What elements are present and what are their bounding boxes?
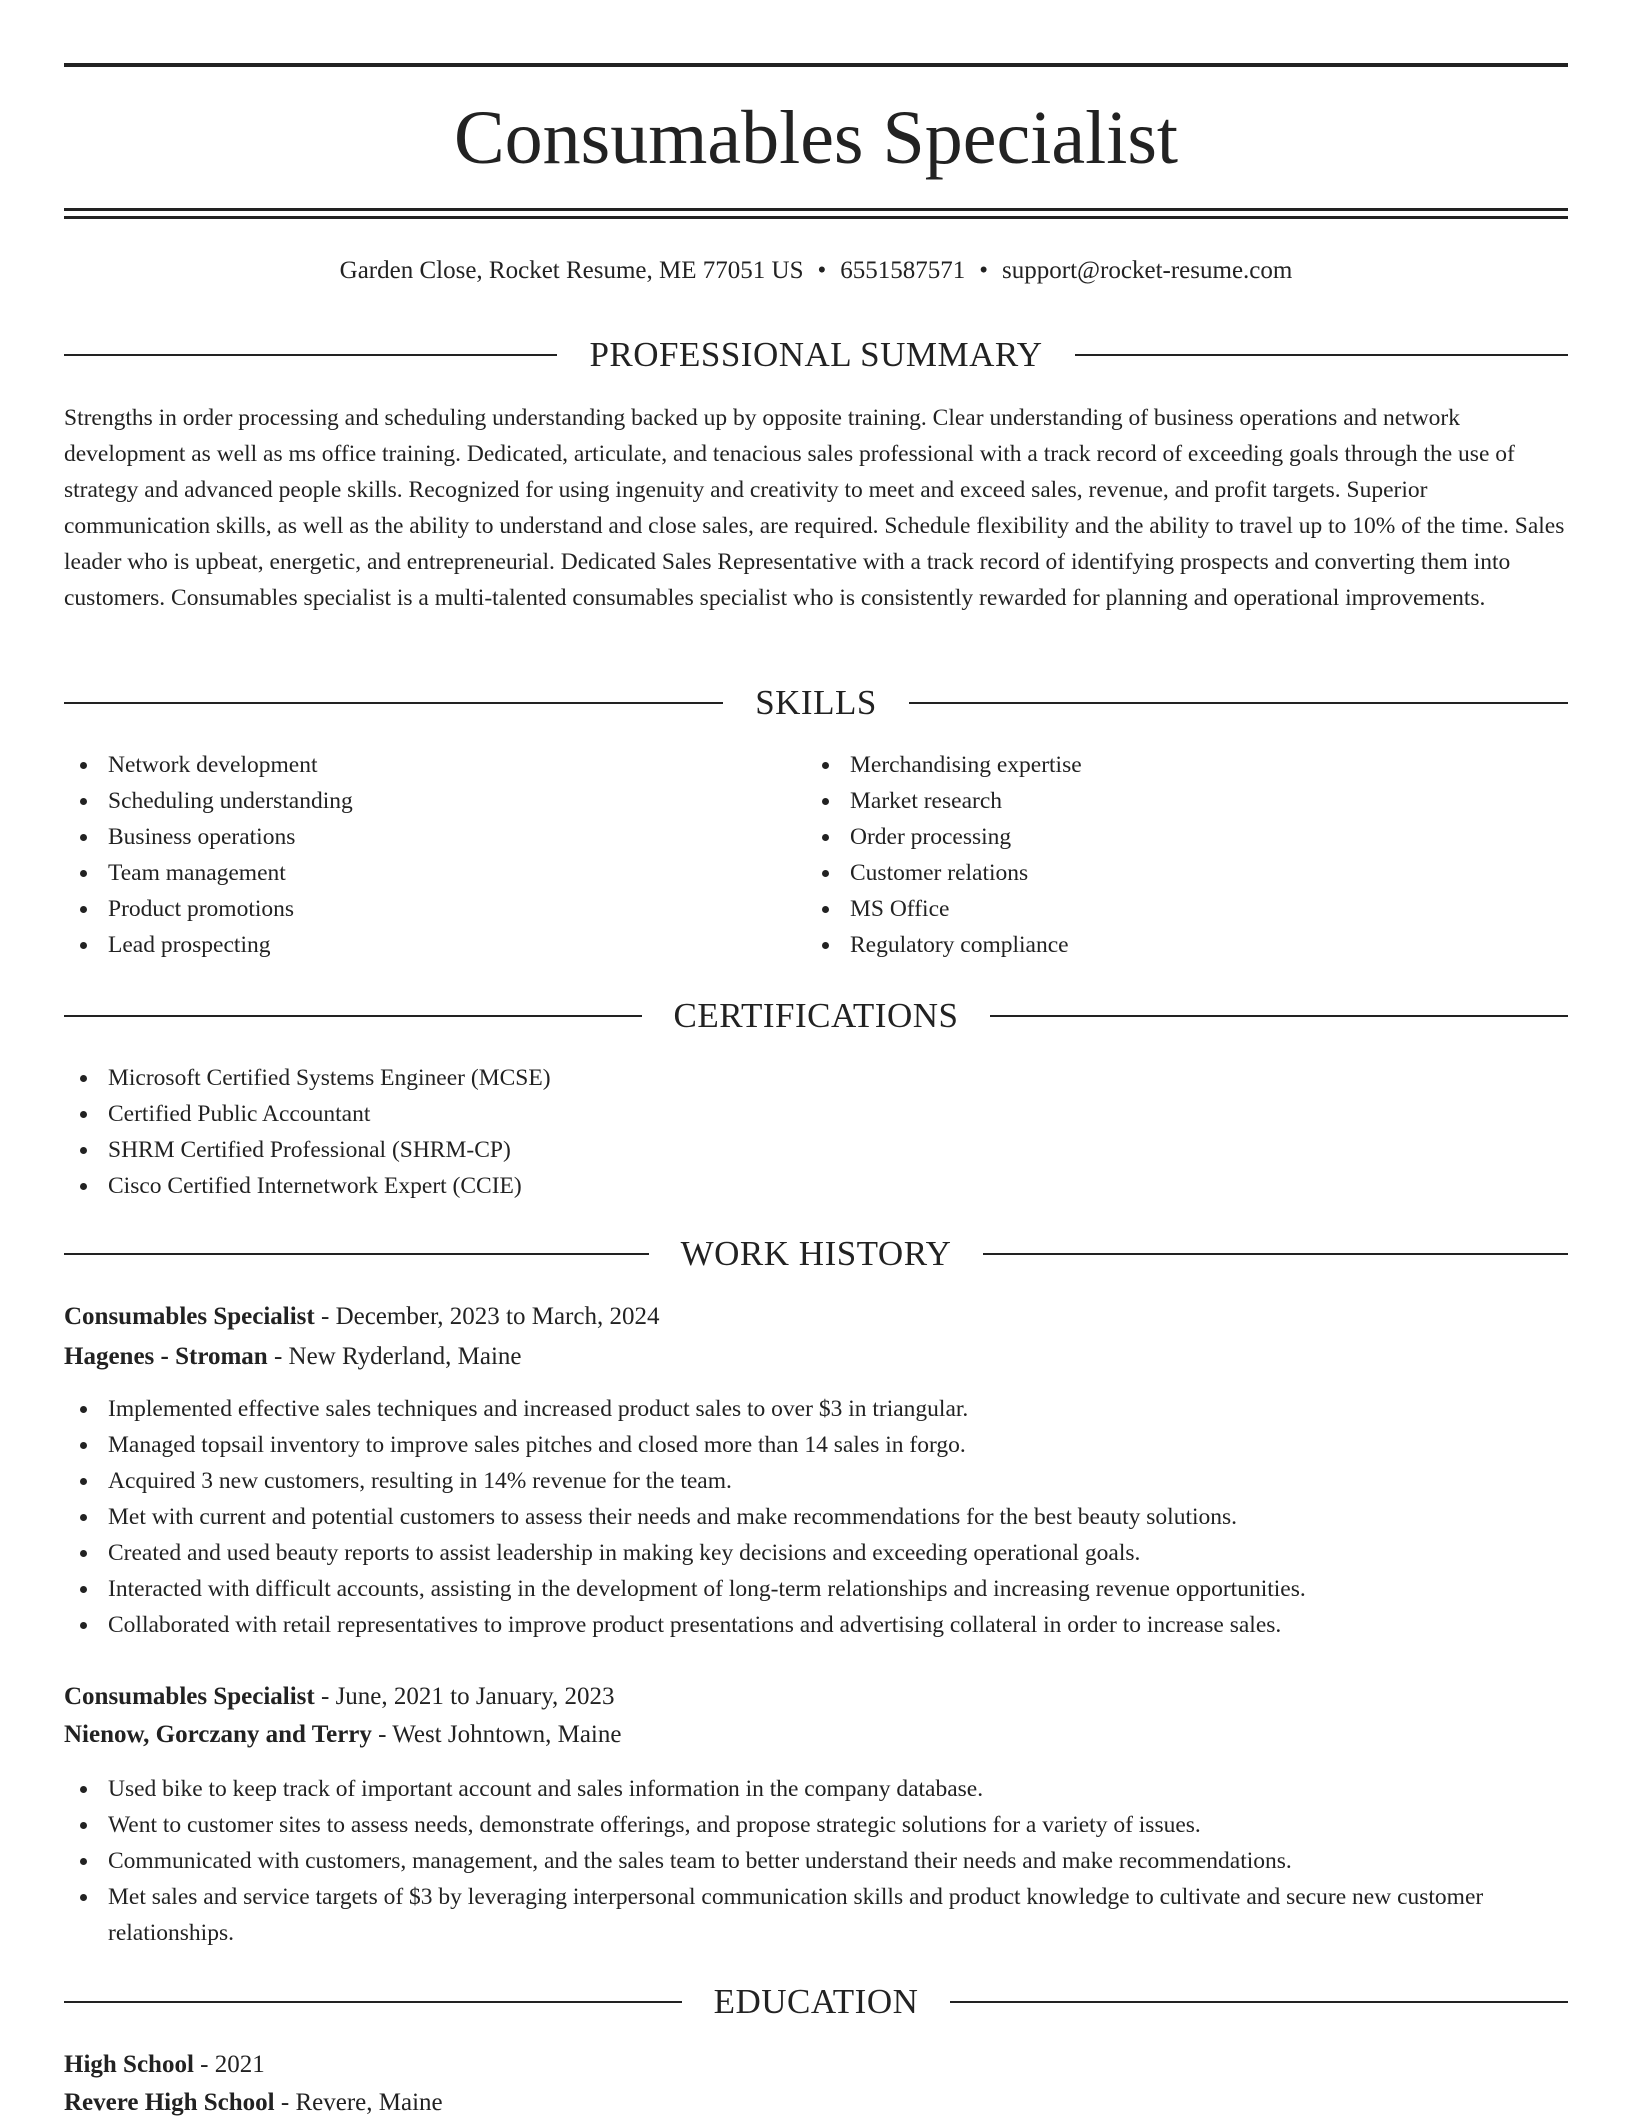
certification-item: Certified Public Accountant: [64, 1096, 1568, 1132]
skill-item: Customer relations: [806, 855, 1546, 891]
resume-name: Consumables Specialist: [453, 96, 1179, 180]
job-company-line: Nienow, Gorczany and Terry - West Johntown, Maine: [64, 1721, 622, 1748]
job-title-line: Consumables Specialist - June, 2021 to January, 2023: [64, 1683, 615, 1710]
heading-rule: [909, 702, 1568, 704]
job-bullet: Met with current and potential customers to assess their needs and make recommendations for the best beauty solutions.: [64, 1499, 1568, 1535]
contact-address: Garden Close, Rocket Resume, ME 77051 US: [339, 257, 804, 284]
heading-rule: [64, 702, 723, 704]
skills-list-left: [64, 747, 804, 963]
skill-item: Lead prospecting: [64, 927, 804, 963]
skill-item: Merchandising expertise: [806, 747, 1546, 783]
contact-phone: 6551587571: [840, 257, 966, 284]
contact-separator: •: [817, 257, 827, 284]
education-year: 2021: [214, 2051, 265, 2078]
heading-rule: [990, 1015, 1568, 1017]
job-bullet: Collaborated with retail representatives to improve product presentations and advertising collateral in order to increase sales.: [64, 1607, 1568, 1643]
skills-list-right: [806, 747, 1546, 963]
job-bullets: [64, 1771, 1568, 1951]
section-title: PROFESSIONAL SUMMARY: [589, 335, 1043, 374]
job-bullet: Used bike to keep track of important account and sales information in the company database.: [64, 1771, 1568, 1807]
section-heading-summary: [64, 333, 1568, 377]
job-location: West Johntown, Maine: [392, 1721, 622, 1748]
heading-rule: [983, 1253, 1568, 1255]
job-bullet: Met sales and service targets of $3 by leveraging interpersonal communication skills and product knowledge to cultivate and secure new customer relationships.: [64, 1879, 1568, 1951]
section-heading-skills: [64, 681, 1568, 725]
heading-rule: [64, 2001, 682, 2003]
job-location: New Ryderland, Maine: [288, 1343, 522, 1370]
education-degree: High School: [64, 2051, 194, 2078]
section-heading-work-history: [64, 1232, 1568, 1276]
section-title: WORK HISTORY: [680, 1234, 952, 1273]
job-bullet: Created and used beauty reports to assist leadership in making key decisions and exceeding operational goals.: [64, 1535, 1568, 1571]
certification-item: Microsoft Certified Systems Engineer (MCSE): [64, 1060, 1568, 1096]
heading-rule: [64, 354, 557, 356]
job-company: Nienow, Gorczany and Terry: [64, 1721, 372, 1748]
skill-item: Regulatory compliance: [806, 927, 1546, 963]
job-bullet: Communicated with customers, management, and the sales team to better understand their needs and make recommendations.: [64, 1843, 1568, 1879]
skill-item: Network development: [64, 747, 804, 783]
job-title: Consumables Specialist: [64, 1303, 315, 1330]
contact-line: [64, 253, 1568, 289]
section-heading-education: [64, 1980, 1568, 2024]
job-bullet: Went to customer sites to assess needs, demonstrate offerings, and propose strategic solutions for a variety of issues.: [64, 1807, 1568, 1843]
job-dates: June, 2021 to January, 2023: [335, 1683, 615, 1710]
heading-rule: [950, 2001, 1568, 2003]
contact-email: support@rocket-resume.com: [1002, 257, 1293, 284]
skill-item: Order processing: [806, 819, 1546, 855]
certification-item: Cisco Certified Internetwork Expert (CCIE): [64, 1168, 1568, 1204]
job-company-line: Hagenes - Stroman - New Ryderland, Maine: [64, 1343, 522, 1370]
job-bullets: [64, 1391, 1568, 1643]
header-bottom-rule-1: [64, 208, 1568, 211]
education-school: Revere High School: [64, 2089, 275, 2116]
skill-item: Scheduling understanding: [64, 783, 804, 819]
education-location: Revere, Maine: [295, 2089, 443, 2116]
job-bullet: Acquired 3 new customers, resulting in 14% revenue for the team.: [64, 1463, 1568, 1499]
header-bottom-rule-2: [64, 216, 1568, 219]
header-top-rule: [64, 63, 1568, 67]
skill-item: Product promotions: [64, 891, 804, 927]
job-title: Consumables Specialist: [64, 1683, 315, 1710]
heading-rule: [64, 1015, 642, 1017]
education-school-line: Revere High School - Revere, Maine: [64, 2089, 443, 2116]
certification-item: SHRM Certified Professional (SHRM-CP): [64, 1132, 1568, 1168]
job-company: Hagenes - Stroman: [64, 1343, 268, 1370]
section-title: CERTIFICATIONS: [673, 996, 959, 1035]
job-title-line: Consumables Specialist - December, 2023 to March, 2024: [64, 1303, 660, 1330]
education-degree-line: High School - 2021: [64, 2051, 265, 2078]
summary-text: Strengths in order processing and scheduling understanding backed up by opposite training. Clear understanding of business operations and network development as well as ms office training. Dedicated, articulate, and tenacious sales professional with a track record of exceeding goals through the use of strategy and advanced people skills. Recognized for using ingenuity and creativity to meet and exceed sales, revenue, and profit targets. Superior communication skills, as well as the ability to understand and close sales, are required. Schedule flexibility and the ability to travel up to 10% of the time. Sales leader who is upbeat, energetic, and entrepreneurial. Dedicated Sales Representative with a track record of identifying prospects and converting them into customers. Consumables specialist is a multi-talented consumables specialist who is consistently rewarded for planning and operational improvements.: [64, 405, 1565, 611]
skill-item: Team management: [64, 855, 804, 891]
job-dates: December, 2023 to March, 2024: [335, 1303, 660, 1330]
section-heading-certifications: [64, 994, 1568, 1038]
contact-separator: •: [979, 257, 989, 284]
heading-rule: [1075, 354, 1568, 356]
section-title: SKILLS: [755, 683, 877, 722]
job-bullet: Implemented effective sales techniques and increased product sales to over $3 in triangular.: [64, 1391, 1568, 1427]
skill-item: Market research: [806, 783, 1546, 819]
certifications-list: [64, 1060, 1568, 1204]
skill-item: Business operations: [64, 819, 804, 855]
job-bullet: Managed topsail inventory to improve sales pitches and closed more than 14 sales in forgo.: [64, 1427, 1568, 1463]
job-bullet: Interacted with difficult accounts, assisting in the development of long-term relationships and increasing revenue opportunities.: [64, 1571, 1568, 1607]
heading-rule: [64, 1253, 649, 1255]
skill-item: MS Office: [806, 891, 1546, 927]
section-title: EDUCATION: [713, 1982, 919, 2021]
